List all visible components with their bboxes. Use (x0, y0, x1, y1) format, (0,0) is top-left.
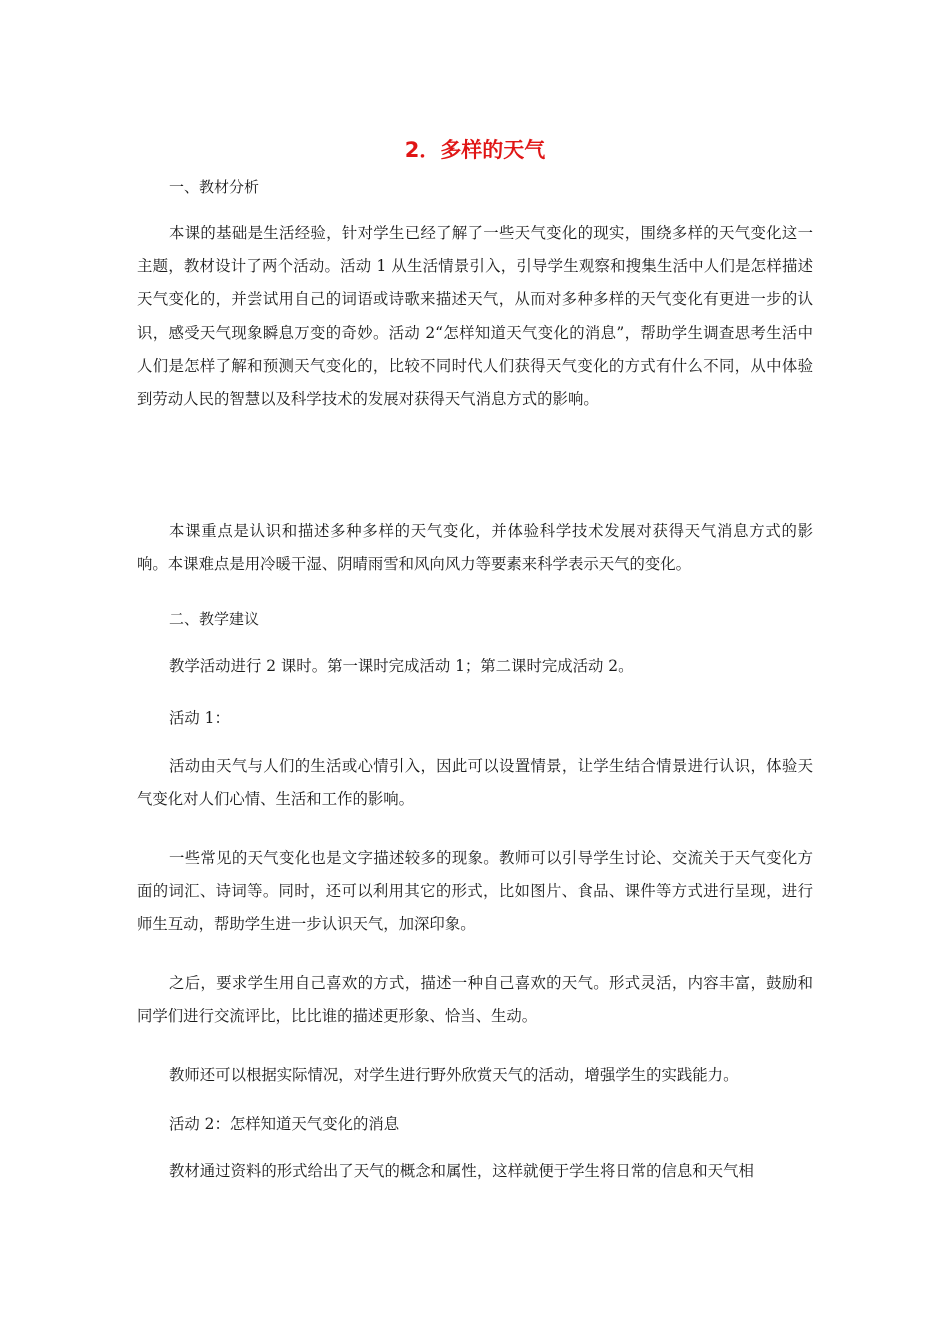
paragraph-weather-vocabulary: 一些常见的天气变化也是文字描述较多的现象。教师可以引导学生讨论、交流关于天气变化方面的词汇、诗词等。同时，还可以利用其它的形式，比如图片、食品、课件等方式进行呈现，进行师生互动，帮助学生进一步认识天气，加深印象。 (137, 849, 813, 934)
paragraph-activity-1-label: 活动 1： (169, 709, 230, 727)
page-title: 2．多样的天气 (404, 138, 546, 162)
paragraph-lesson-plan: 教学活动进行 2 课时。第一课时完成活动 1；第二课时完成活动 2。 (169, 657, 634, 675)
paragraph-activity-2-intro: 教材通过资料的形式给出了天气的概念和属性，这样就便于学生将日常的信息和天气相 (169, 1162, 754, 1180)
section-heading-teaching-suggestions: 二、教学建议 (169, 610, 260, 628)
paragraph-describe-weather: 之后，要求学生用自己喜欢的方式，描述一种自己喜欢的天气。形式灵活，内容丰富，鼓励和同学们进行交流评比，比比谁的描述更形象、恰当、生动。 (137, 974, 813, 1026)
paragraph-key-points: 本课重点是认识和描述多种多样的天气变化，并体验科学技术发展对获得天气消息方式的影响。本课难点是用冷暖干湿、阴晴雨雪和风向风力等要素来科学表示天气的变化。 (137, 522, 813, 574)
paragraph-course-basis: 本课的基础是生活经验，针对学生已经了解了一些天气变化的现实，围绕多样的天气变化这一主题，教材设计了两个活动。活动 1 从生活情景引入，引导学生观察和搜集生活中人们是怎样描述天气变化的，并尝试用自己的词语或诗歌来描述天气，从而对多种多样的天气变化有更进一步的认识，感受天气现象瞬息万变的奇妙。活动 2“怎样知道天气变化的消息”，帮助学生调查思考生活中人们是怎样了解和预测天气变化的，比较不同时代人们获得天气变化的方式有什么不同，从中体验到劳动人民的智慧以及科学技术的发展对获得天气消息方式的影响。 (137, 224, 813, 409)
section-heading-textbook-analysis: 一、教材分析 (169, 178, 260, 196)
paragraph-activity-2-label: 活动 2：怎样知道天气变化的消息 (169, 1115, 400, 1133)
paragraph-outdoor-activity: 教师还可以根据实际情况，对学生进行野外欣赏天气的活动，增强学生的实践能力。 (169, 1066, 739, 1084)
paragraph-activity-1-intro: 活动由天气与人们的生活或心情引入，因此可以设置情景，让学生结合情景进行认识，体验天气变化对人们心情、生活和工作的影响。 (137, 757, 813, 809)
